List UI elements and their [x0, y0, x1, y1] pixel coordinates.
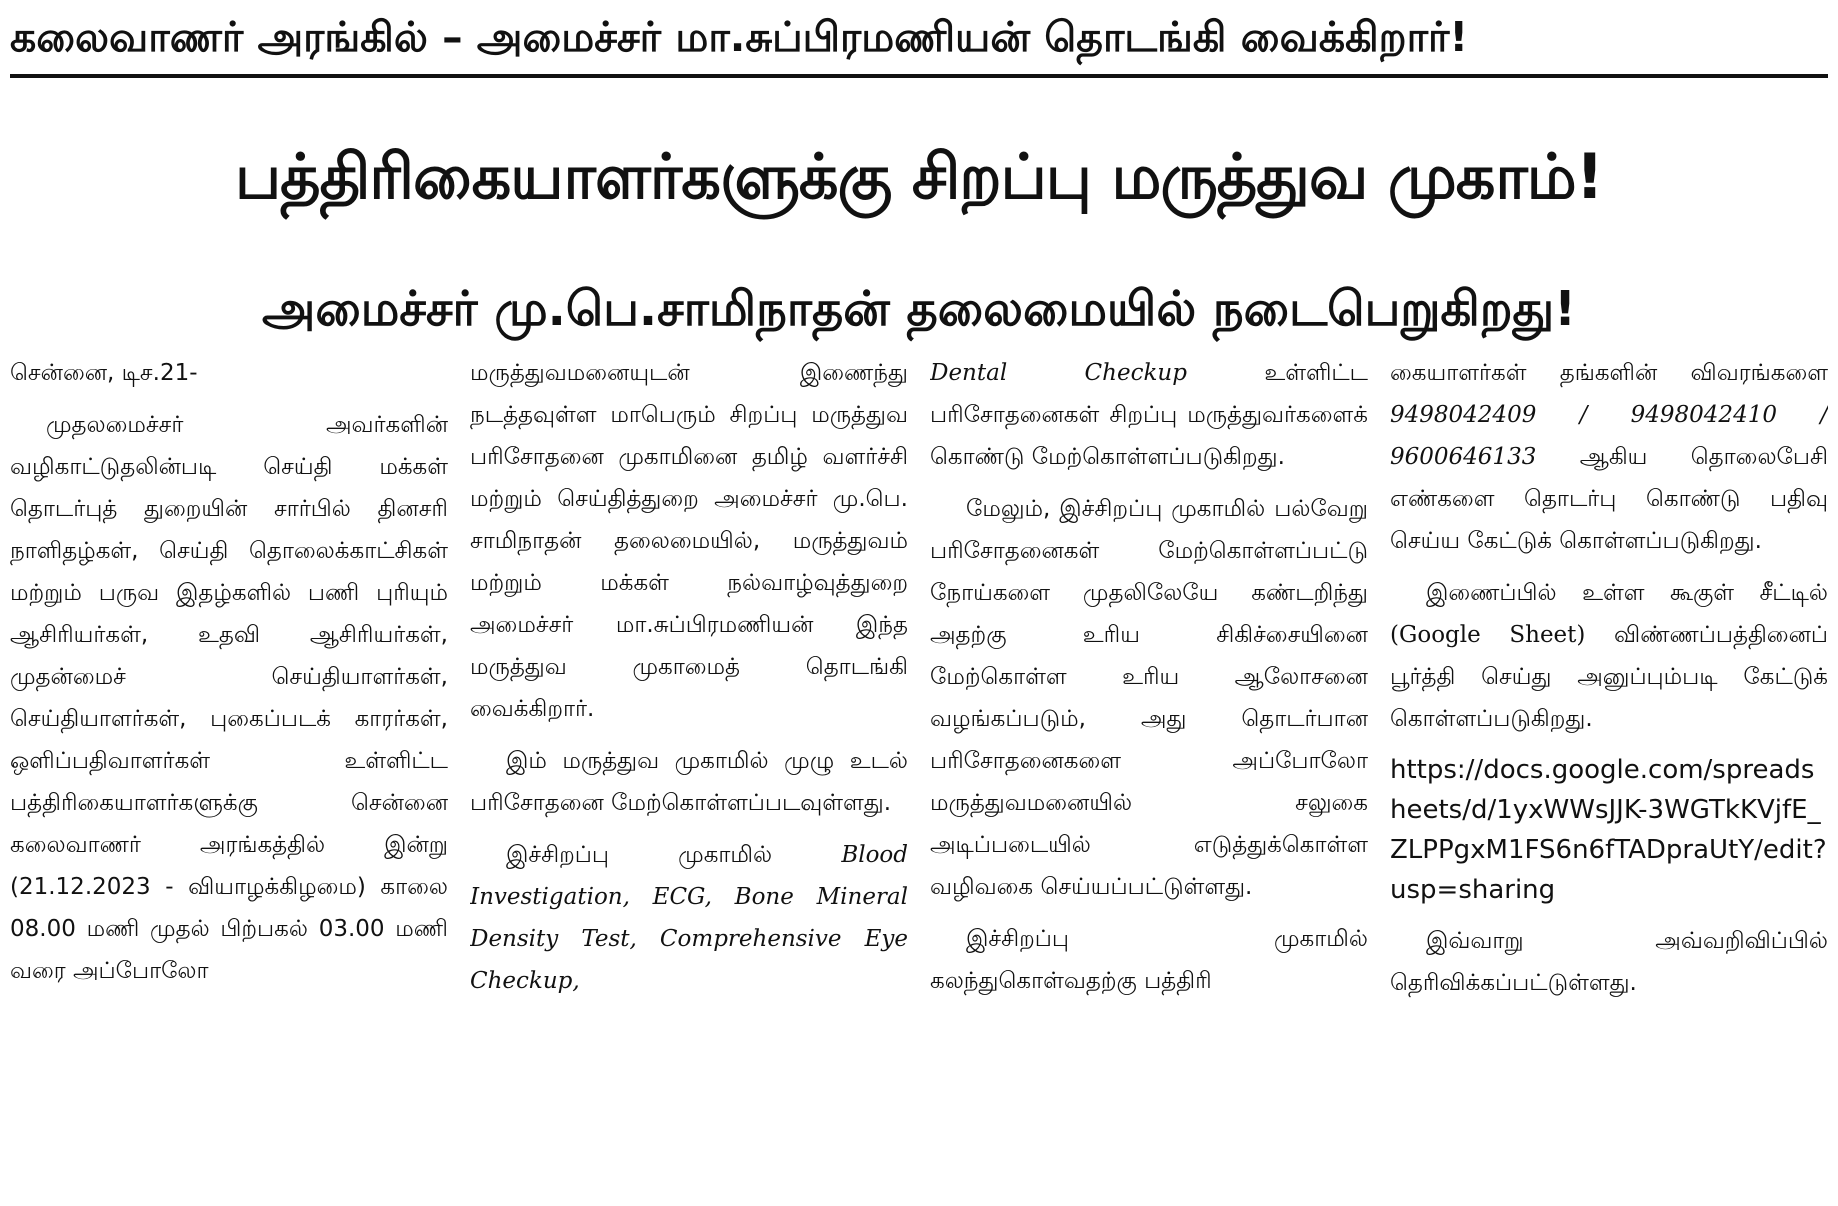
headline: பத்திரிகையாளர்களுக்கு சிறப்பு மருத்துவ முகாம்!	[235, 140, 1603, 213]
paragraph: இவ்வாறு அவ்வறிவிப்பில் தெரிவிக்கப்பட்டுள்ளது.	[1390, 928, 1828, 996]
subheadline: அமைச்சர் மு.பெ.சாமிநாதன் தலைமையில் நடைபெறுகிறது!	[261, 281, 1577, 337]
paragraph: மேலும், இச்சிறப்பு முகாமில் பல்வேறு பரிசோதனைகள் மேற்கொள்ளப்பட்டு நோய்களை முதலிலேயே கண்டறிந்து அதற்கு உரிய சிகிச்சையினை மேற்கொள்ள உரிய ஆலோசனை வழங்கப்படும், அது தொடர்பான பரிசோதனைகளை அப்போலோ மருத்துவமனையில் சலுகை அடிப்படையில் எடுத்துக்கொள்ள வழிவகை செய்யப்பட்டுள்ளது.	[930, 496, 1368, 900]
kicker-rule	[10, 74, 1828, 78]
paragraph: முதலமைச்சர் அவர்களின் வழிகாட்டுதலின்படி செய்தி மக்கள் தொடர்புத் துறையின் சார்பில் தினசரி நாளிதழ்கள், செய்தி தொலைக்காட்சிகள் மற்றும் பருவ இதழ்களில் பணி புரியும் ஆசிரியர்கள், உதவி ஆசிரியர்கள், முதன்மைச் செய்தியாளர்கள், செய்தியாளர்கள், புகைப்படக் காரர்கள், ஒளிப்பதிவாளர்கள் உள்ளிட்ட பத்திரிகையாளர்களுக்கு சென்னை கலைவாணர் அரங்கத்தில் இன்று (21.12.2023 - வியாழக்கிழமை) காலை 08.00 மணி முதல் பிற்பகல் 03.00 மணி வரை அப்போலோ	[10, 412, 448, 984]
paragraph	[1390, 572, 1828, 740]
paragraph	[470, 834, 908, 1002]
column-1	[10, 352, 448, 1198]
test-name: Dental Checkup	[930, 360, 1187, 386]
test-list: Blood Investigation, ECG, Bone Mineral Density Test, Comprehensive Eye Checkup,	[470, 842, 908, 994]
dateline: சென்னை, டிச.21-	[10, 360, 198, 386]
paragraph-lead: இணைப்பில் உள்ள கூகுள் சீட்டில்	[1426, 580, 1828, 606]
column-2	[470, 352, 908, 1198]
paragraph-rest: விண்ணப்பத்தினைப் பூர்த்தி செய்து அனுப்பும்படி கேட்டுக் கொள்ளப்படுகிறது.	[1390, 622, 1828, 732]
paragraph: இம் மருத்துவ முகாமில் முழு உடல் பரிசோதனை மேற்கொள்ளப்படவுள்ளது.	[470, 748, 908, 816]
paragraph	[1390, 352, 1828, 562]
paragraph-rest: ஆகிய தொலைபேசி எண்களை தொடர்பு கொண்டு பதிவு செய்ய கேட்டுக் கொள்ளப்படுகிறது.	[1390, 444, 1828, 554]
google-sheet-label: (Google Sheet)	[1390, 622, 1586, 648]
paragraph: மருத்துவமனையுடன் இணைந்து நடத்தவுள்ள மாபெரும் சிறப்பு மருத்துவ பரிசோதனை முகாமினை தமிழ் வளர்ச்சி மற்றும் செய்தித்துறை அமைச்சர் மு.பெ. சாமிநாதன் தலைமையில், மருத்துவம் மற்றும் மக்கள் நல்வாழ்வுத்துறை அமைச்சர் மா.சுப்பிரமணியன் இந்த மருத்துவ முகாமைத் தொடங்கி வைக்கிறார்.	[470, 360, 908, 722]
phone-numbers: 9498042409 / 9498042410 / 9600646133	[1390, 402, 1828, 470]
paragraph	[930, 352, 1368, 478]
column-4	[1390, 352, 1828, 1198]
paragraph-rest: உள்ளிட்ட பரிசோதனைகள் சிறப்பு மருத்துவர்களைக் கொண்டு மேற்கொள்ளப்படுகிறது.	[930, 360, 1368, 470]
article-body	[10, 352, 1828, 1198]
kicker-line: கலைவாணர் அரங்கில் – அமைச்சர் மா.சுப்பிரமணியன் தொடங்கி வைக்கிறார்!	[10, 13, 1469, 61]
paragraph: இச்சிறப்பு முகாமில் கலந்துகொள்வதற்கு பத்திரி	[930, 926, 1368, 994]
column-3	[930, 352, 1368, 1198]
paragraph-lead: கையாளர்கள் தங்களின் விவரங்களை	[1390, 360, 1828, 386]
paragraph-lead: இச்சிறப்பு முகாமில்	[506, 842, 773, 868]
google-sheet-url: https://docs.google.com/spreadsheets/d/1yxWWsJJK-3WGTkKVjfE_ZLPPgxM1FS6n6fTADpraUtY/edit?usp=sharing	[1390, 755, 1827, 905]
